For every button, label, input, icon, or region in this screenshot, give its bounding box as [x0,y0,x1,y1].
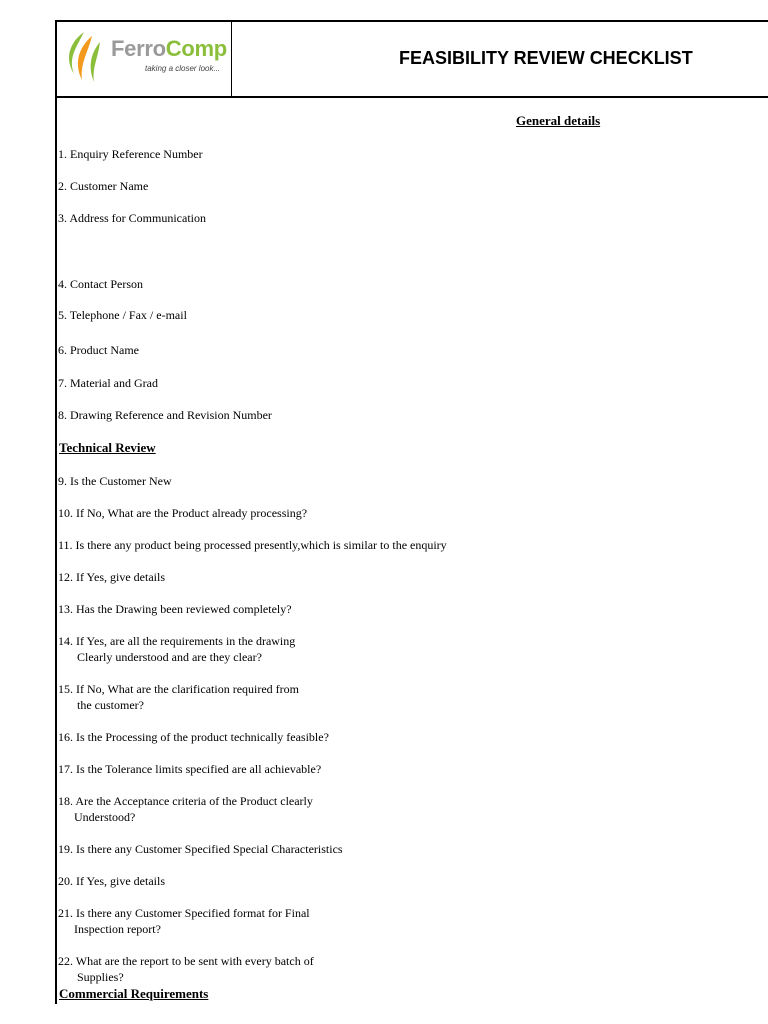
checklist-item: 9. Is the Customer New [58,474,172,488]
ferrocomp-logo [60,26,230,88]
checklist-item [58,905,310,937]
checklist-item-line2: Supplies? [77,970,124,984]
frame-top-border [55,20,768,22]
checklist-item: 6. Product Name [58,343,139,357]
checklist-item-line2: Clearly understood and are they clear? [77,650,262,664]
checklist-item: 3. Address for Communication [58,211,206,225]
checklist-item: 19. Is there any Customer Specified Special Characteristics [58,842,343,856]
checklist-item: 20. If Yes, give details [58,874,165,888]
section-technical-review: Technical Review [59,440,156,455]
checklist-item: 10. If No, What are the Product already processing? [58,506,308,520]
checklist-item-line1: 21. Is there any Customer Specified format for Final [58,906,310,920]
checklist-item-line1: 22. What are the report to be sent with every batch of [58,954,314,968]
frame-left-border [55,20,57,1004]
checklist-item: 12. If Yes, give details [58,570,165,584]
checklist-item: 7. Material and Grad [58,376,158,390]
header-divider [55,96,768,98]
logo-tagline: taking a closer look... [145,64,221,73]
logo-divider [231,20,232,97]
checklist-item [58,793,313,825]
checklist-item-line2: the customer? [77,698,144,712]
checklist-item [58,681,299,713]
checklist-item [58,953,314,985]
logo-name: FerroComp [111,36,227,61]
document-title: FEASIBILITY REVIEW CHECKLIST [399,48,693,68]
checklist-item: 4. Contact Person [58,277,143,291]
section-commercial-requirements: Commercial Requirements [59,986,209,1001]
checklist-item: 1. Enquiry Reference Number [58,147,203,161]
checklist-item: 17. Is the Tolerance limits specified are all achievable? [58,762,322,776]
flame-icon [60,28,108,84]
checklist-item-line1: 14. If Yes, are all the requirements in the drawing [58,634,296,648]
checklist-item-line1: 15. If No, What are the clarification required from [58,682,300,696]
section-general-details: General details [516,113,601,128]
checklist-item: 8. Drawing Reference and Revision Number [58,408,272,422]
checklist-item: 11. Is there any product being processed presently,which is similar to the enquiry [58,538,447,552]
checklist-item-line1: 18. Are the Acceptance criteria of the Product clearly [58,794,313,808]
checklist-item: 5. Telephone / Fax / e-mail [58,308,187,322]
checklist-item-line2: Understood? [74,810,136,824]
checklist-item: 13. Has the Drawing been reviewed completely? [58,602,292,616]
checklist-item: 2. Customer Name [58,179,149,193]
checklist-item-line2: Inspection report? [74,922,161,936]
checklist-item: 16. Is the Processing of the product technically feasible? [58,730,329,744]
checklist-item [58,633,295,665]
